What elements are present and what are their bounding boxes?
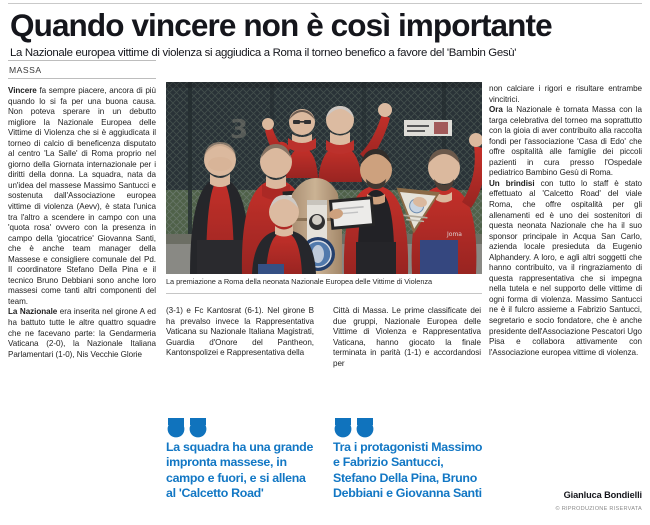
paragraph <box>8 307 156 360</box>
paragraph-lead: Vincere <box>8 86 37 95</box>
pull-quote-2 <box>333 416 485 502</box>
body-column-4 <box>489 84 642 358</box>
copyright-notice: © RIPRODUZIONE RISERVATA <box>555 506 642 512</box>
paragraph <box>333 306 481 369</box>
quote-mark-icon <box>333 416 379 438</box>
paragraph-text: con tutto lo staff è stato effettuato al 'Calcetto Road' del viale Roma, che offre ospitalità per gli allenamenti ed è uno dei sostenitori di questa neonata Nazionale che ha il suo sponsor principale in Acqua San Carlo, azienda locale presieduta da Eugenio Alphandery. A loro, e agli altri soggetti che hanno contribuito, va il ringraziamento di questa rappresentativa che si impegna nella tutela e nel supporto delle vittime di ogni forma di violenza. Massimo Santucci ne è il fulcro assieme a Fabrizio Santucci, segretario e socio fondatore, che è anche presidente dell'Associazione Pescatori Ugo Pisa e collabora attivamente con l'Associazione europea vittime di violenza. <box>489 178 643 357</box>
svg-text:3: 3 <box>230 115 249 145</box>
paragraph-text: non calciare i rigori e risultare entrambe vincitrici. <box>489 84 642 104</box>
article-photo <box>166 82 482 274</box>
pull-quote-text: La squadra ha una grande impronta massese, in campo e fuori, e si allena al 'Calcetto Road' <box>166 440 314 501</box>
body-column-3 <box>333 306 481 369</box>
paragraph <box>489 105 642 179</box>
body-column-2 <box>166 306 314 359</box>
paragraph-text: la Nazionale è tornata Massa con la targa celebrativa del torneo ma soprattutto con la gioia di aver contribuito alla raccolta fondi per l'associazione 'Casa di Edo' che offre ospitalità alle famiglie dei piccoli pazienti in cura presso l'Ospedale pediatrico Bambino Gesù di Roma. <box>489 105 642 178</box>
byline: Gianluca Bondielli <box>563 490 642 500</box>
paragraph-text: era inserita nel girone A ed ha battuto tutte le altre quattro squadre che ne facevano parte: la Gendarmeria Vaticana (2-0), la Nazionale Italiana Parlamentari (1-0), Nis Vecchie Glorie <box>8 307 156 359</box>
paragraph-text: (3-1) e Fc Kantosrat (6-1). Nel girone B ha prevalso invece la Rappresentativa Vaticana su Nazionale Italiana Magistrati, Guardia d'Onore del Pantheon, Kantonspolizei e Rappresentativa della <box>166 306 314 358</box>
paragraph-text: Città di Massa. Le prime classificate dei due gruppi, Nazionale Europea delle Vittime di Violenza e Rappresentativa Vaticana, hanno giocato la finale terminata in parità (1-1) e accordandosi per <box>333 306 481 368</box>
quote-mark-icon <box>166 416 212 438</box>
svg-text:Joma: Joma <box>447 231 462 238</box>
top-divider <box>8 3 642 4</box>
page-title: Quando vincere non è così importante <box>10 7 552 43</box>
section-kicker <box>8 60 156 79</box>
paragraph <box>166 306 314 359</box>
body-column-1 <box>8 86 156 360</box>
paragraph-text: fa sempre piacere, ancora di più quando lo si fa per una buona causa. Non poteva sperare in un debutto migliore la Nazionale Europea delle Vittime di Violenza che si è aggiudicata il torneo di calcio di beneficenza disputato al centro 'La Salle' di Roma proprio nel giorno della Giornata internazionale per i diritti della donna. La squadra, nata da un'idea del massese Massimo Santucci e sostenuta dall'Associazione europea vittime di violenza (Aevv), è stata l'unica tra l'altro a scendere in campo con una 'quota rosa' ovvero con la presenza in campo della 'giocatrice' Giovanna Santi, che è anche team manager della Massese e consigliere comunale del Pd. Il coordinatore Stefano Della Pina e il tecnico Bruno Debbiani sono anche loro massesi come tanti altri componenti del team. <box>8 86 156 306</box>
pull-quote-text: Tra i protagonisti Massimo e Fabrizio Santucci, Stefano Della Pina, Bruno Debbiani e Giovanna Santi <box>333 440 483 501</box>
photo-caption: La premiazione a Roma della neonata Nazionale Europea delle Vittime di Violenza <box>166 277 433 286</box>
article-subtitle: La Nazionale europea vittime di violenza si aggiudica a Roma il torneo benefico a favore del 'Bambin Gesù' <box>10 47 517 59</box>
kicker-label: MASSA <box>9 65 42 75</box>
paragraph <box>489 84 642 105</box>
caption-divider <box>166 293 482 294</box>
paragraph-lead: Ora <box>489 105 503 115</box>
pull-quote-1 <box>166 416 318 502</box>
paragraph-lead: Un brindisi <box>489 178 535 188</box>
paragraph <box>489 179 642 358</box>
kicker-divider-bottom <box>8 78 156 79</box>
team-photo-image <box>166 82 482 274</box>
paragraph-lead: La Nazionale <box>8 307 58 317</box>
paragraph <box>8 86 156 307</box>
